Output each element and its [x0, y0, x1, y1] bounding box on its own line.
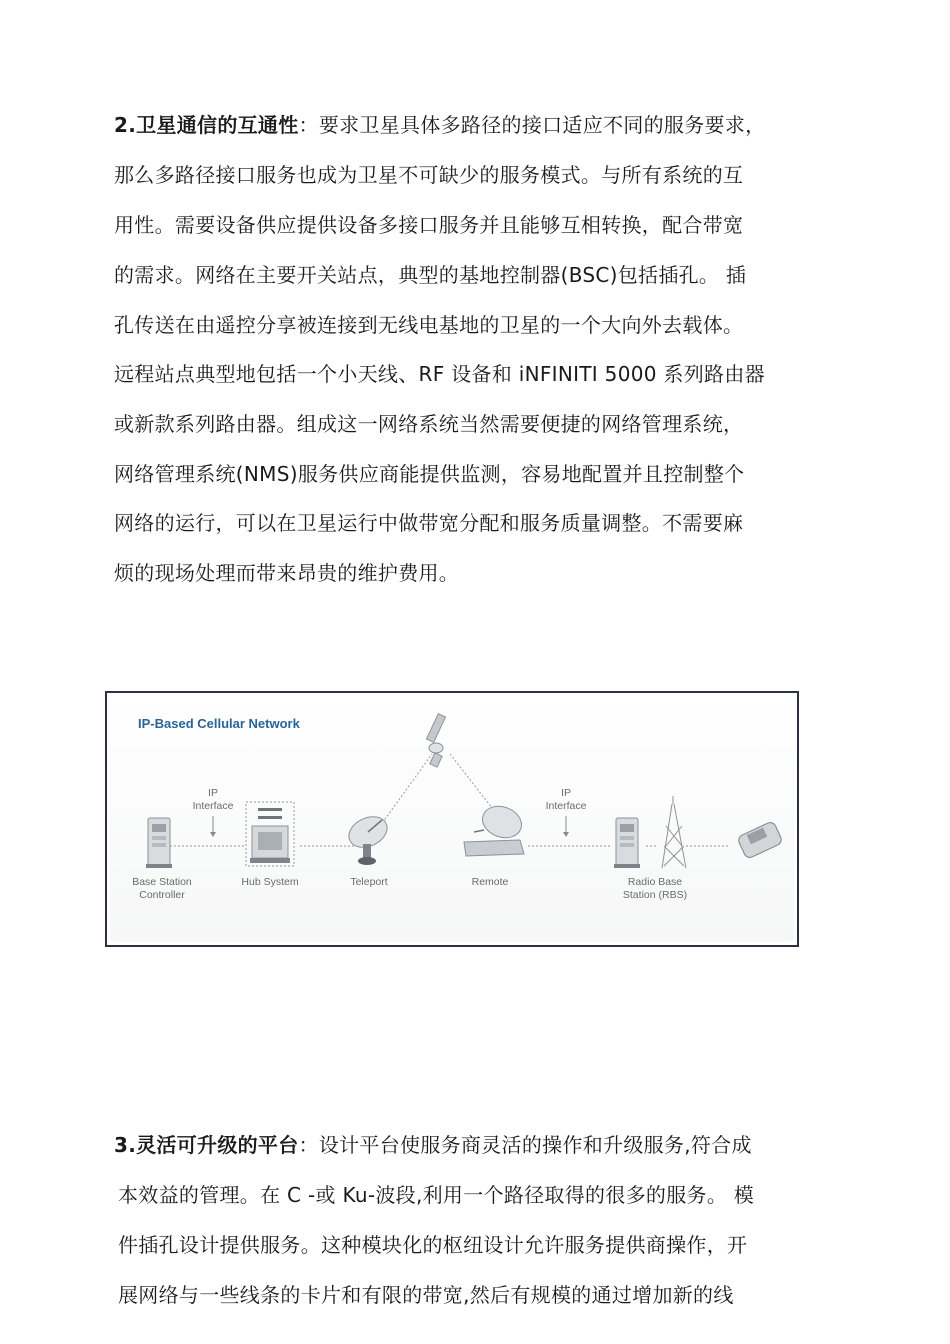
interface-label-left [188, 787, 238, 813]
network-diagram [105, 691, 799, 947]
section-2-line-1-text: ：要求卫星具体多路径的接口适应不同的服务要求， [298, 113, 766, 137]
interface-arrow-left [210, 816, 216, 837]
interface-label-right [541, 787, 591, 813]
label-rbs-line-1: Radio Base [627, 876, 683, 888]
label-hub-system: Hub System [241, 876, 299, 888]
base-station-controller-icon [146, 818, 172, 868]
interface-label-right-line-2: Interface [545, 800, 587, 812]
section-3-line-1 [114, 1132, 752, 1158]
section-2-line-8: 网络管理系统(NMS)服务供应商能提供监测，容易地配置并且控制整个 [114, 462, 745, 486]
section-2-line-5: 孔传送在由遥控分享被连接到无线电基地的卫星的一个大向外去载体。 [114, 313, 744, 337]
label-teleport: Teleport [350, 876, 388, 888]
antenna-tower-icon [662, 796, 686, 868]
label-radio-base-station [610, 876, 700, 902]
interface-label-left-line-2: Interface [192, 800, 234, 812]
section-2-heading: 2.卫星通信的互通性 [114, 113, 299, 137]
section-2-line-2: 那么多路径接口服务也成为卫星不可缺少的服务模式。与所有系统的互 [114, 163, 744, 187]
hub-system-icon [246, 802, 294, 866]
section-2-line-7: 或新款系列路由器。组成这一网络系统当然需要便捷的网络管理系统， [114, 412, 744, 436]
label-rbs-line-2: Station (RBS) [622, 889, 688, 901]
section-2-line-6: 远程站点典型地包括一个小天线、RF 设备和 iNFINITI 5000 系列路由器 [114, 362, 765, 386]
satellite-icon [426, 714, 445, 768]
interface-label-right-line-1: IP [561, 787, 571, 799]
mobile-phone-icon [737, 821, 783, 860]
diagram-graphics [110, 696, 794, 942]
interface-arrow-right [563, 816, 569, 837]
label-bsc-line-2: Controller [139, 889, 185, 901]
section-2-line-10: 烦的现场处理而带来昂贵的维护费用。 [114, 561, 460, 585]
radio-base-station-icon [614, 818, 640, 868]
diagram-title: IP-Based Cellular Network [138, 716, 300, 731]
section-2-line-3: 用性。需要设备供应提供设备多接口服务并且能够互相转换，配合带宽 [114, 213, 744, 237]
section-2-line-9: 网络的运行，可以在卫星运行中做带宽分配和服务质量调整。不需要麻 [114, 511, 744, 535]
section-2-line-4: 的需求。网络在主要开关站点，典型的基地控制器(BSC)包括插孔。 插 [114, 263, 747, 287]
section-3-line-4: 展网络与一些线条的卡片和有限的带宽,然后有规模的通过增加新的线 [118, 1283, 734, 1307]
label-base-station-controller [124, 876, 200, 902]
diagram-panel [110, 696, 794, 942]
interface-label-left-line-1: IP [208, 787, 218, 799]
label-remote: Remote [471, 876, 509, 888]
section-3-line-3: 件插孔设计提供服务。这种模块化的枢纽设计允许服务提供商操作，开 [118, 1233, 748, 1257]
section-3-line-2: 本效益的管理。在 C -或 Ku-波段,利用一个路径取得的很多的服务。 模 [118, 1183, 755, 1207]
section-3-line-1-text: ：设计平台使服务商灵活的操作和升级服务,符合成 [298, 1133, 752, 1157]
remote-dish-icon [464, 801, 526, 856]
section-2-line-1 [114, 112, 765, 138]
section-3-heading: 3.灵活可升级的平台 [114, 1133, 299, 1157]
label-bsc-line-1: Base Station [132, 876, 192, 888]
